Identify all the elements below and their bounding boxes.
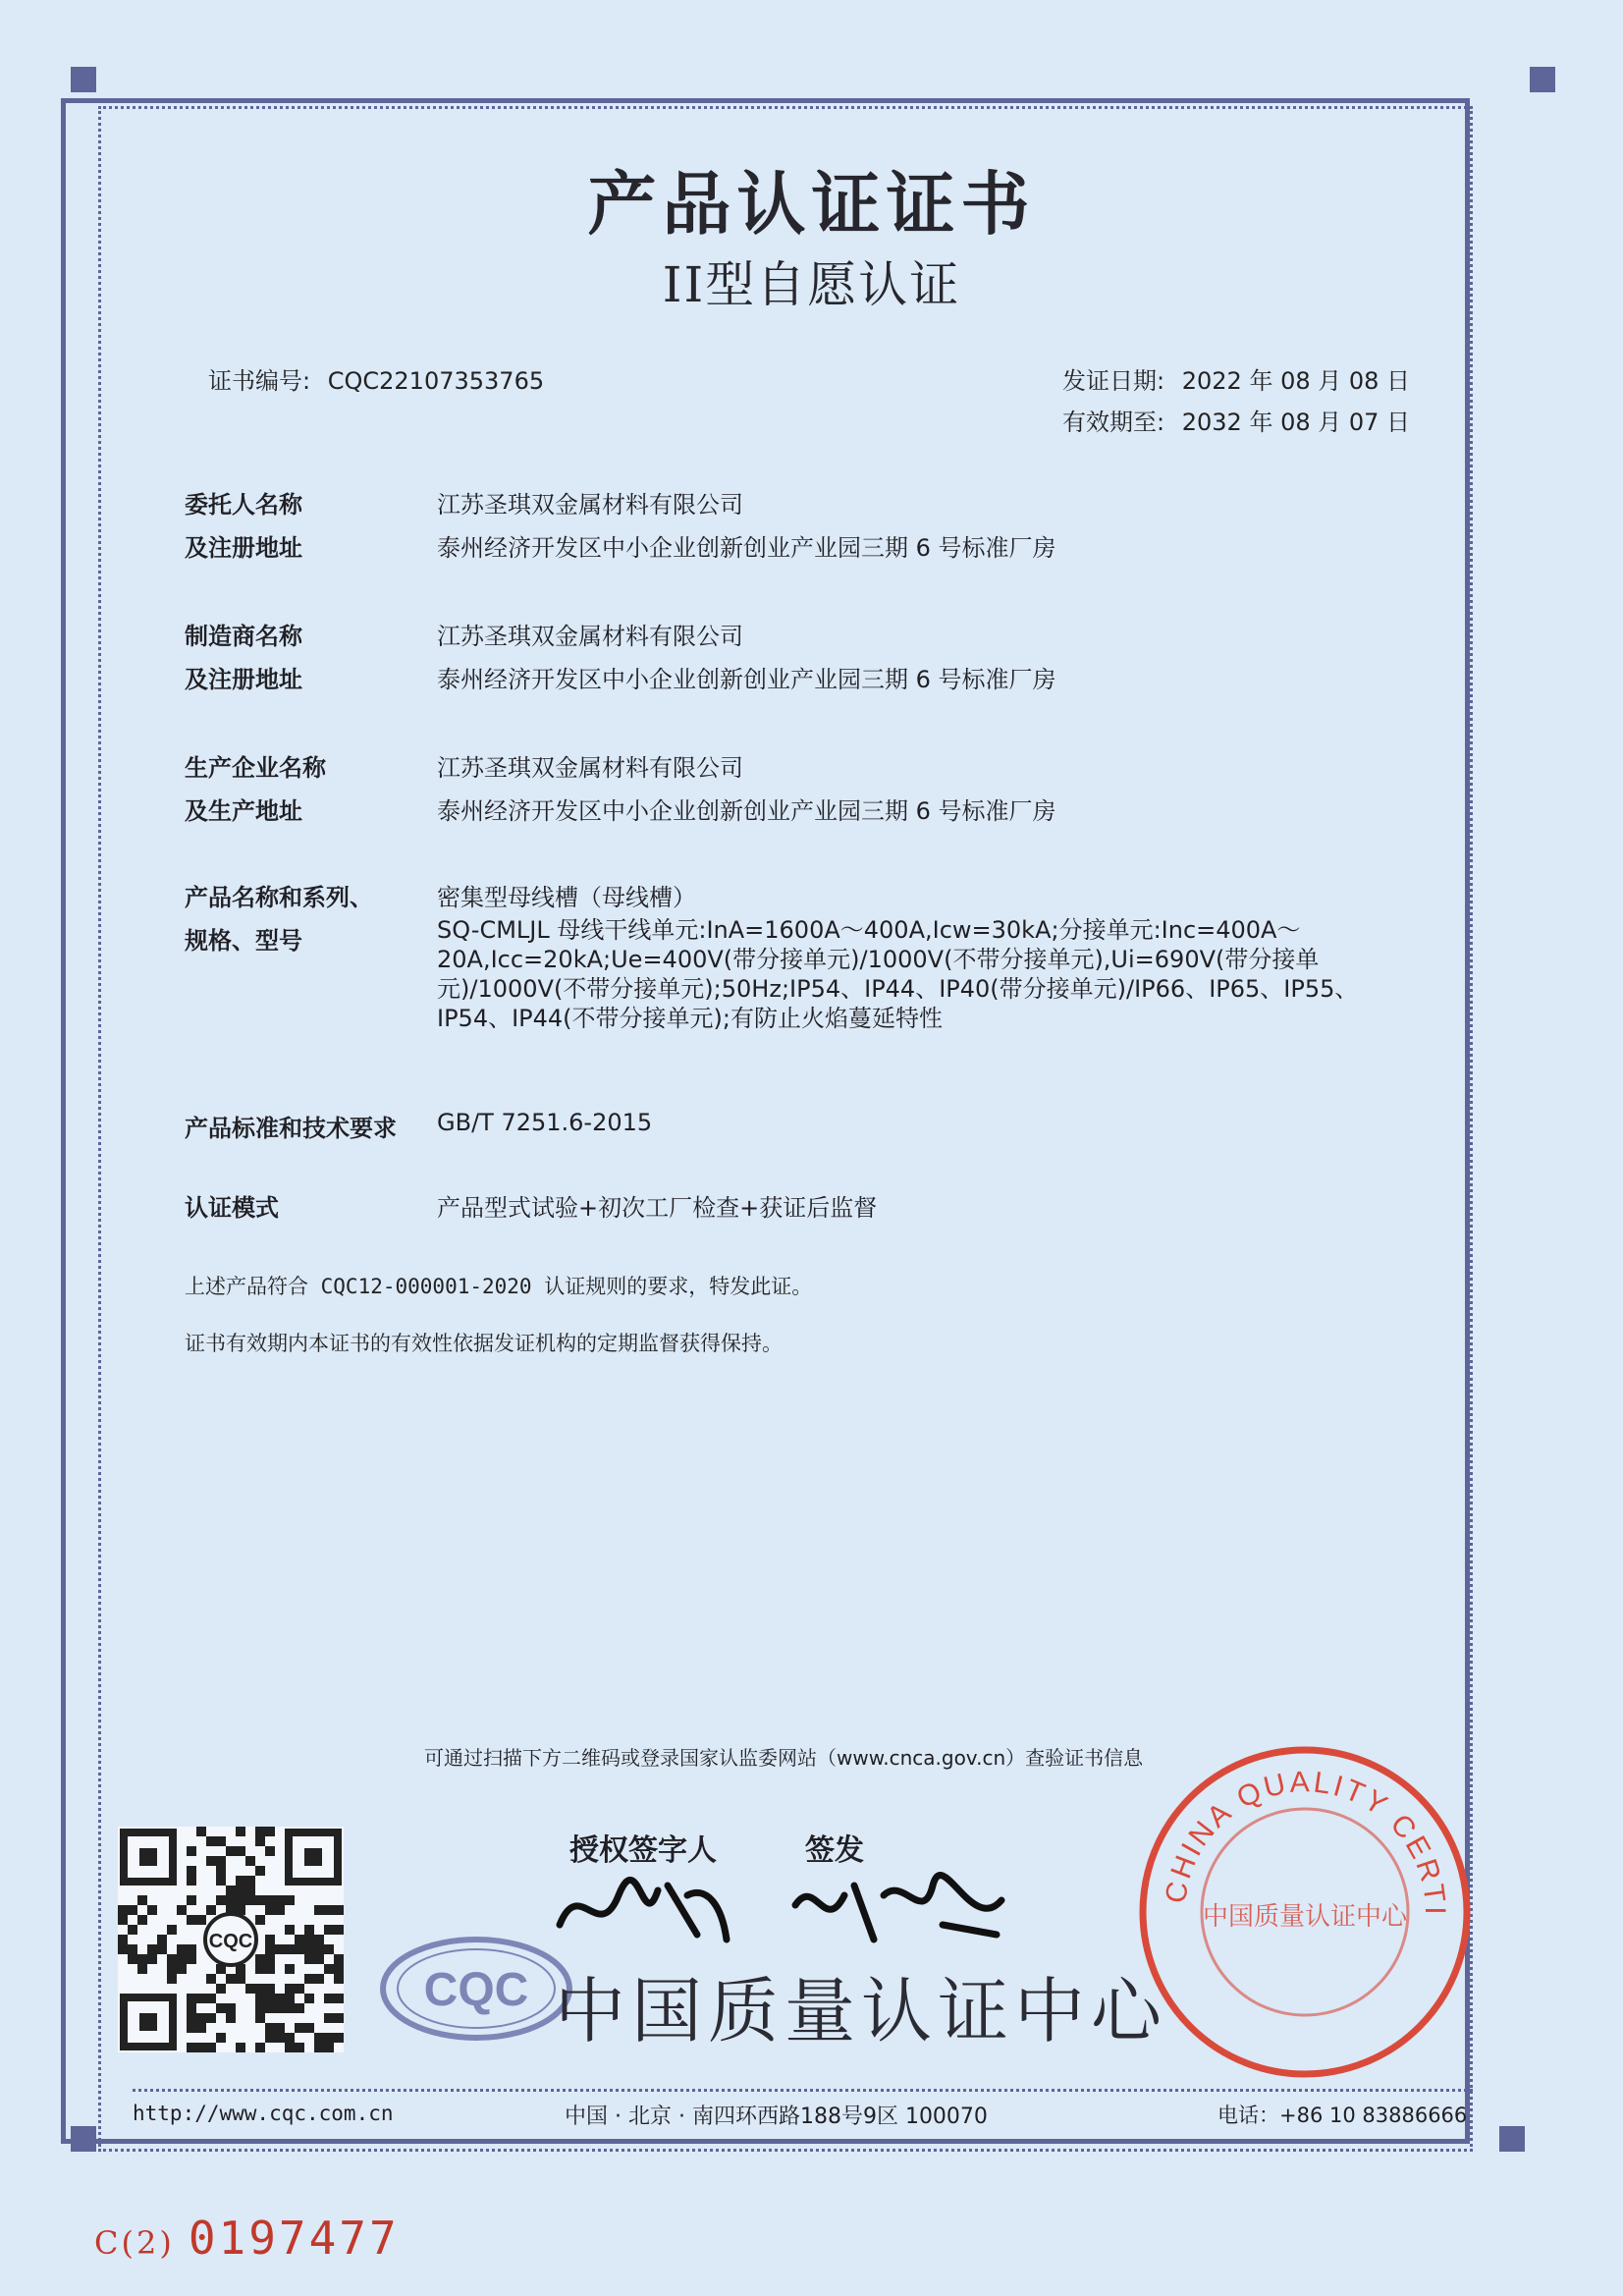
cert-no-label: 证书编号:	[208, 367, 311, 395]
applicant-name: 江苏圣琪双金属材料有限公司	[437, 491, 743, 519]
footer-divider	[133, 2089, 1473, 2092]
certificate-subtitle: II型自愿认证	[662, 256, 961, 313]
qr-logo-text: CQC	[208, 1931, 253, 1952]
mode-value: 产品型式试验+初次工厂检查+获证后监督	[437, 1194, 878, 1222]
official-seal	[1136, 1743, 1475, 2082]
validity-note: 证书有效期内本证书的有效性依据发证机构的定期监督获得保持。	[185, 1332, 783, 1355]
cqc-logo	[378, 1935, 574, 2043]
issuer-label: 签发	[805, 1833, 864, 1868]
corner-ornament-bl	[71, 2126, 96, 2152]
manufacturer-label-2: 及注册地址	[185, 666, 302, 693]
standard-label: 产品标准和技术要求	[185, 1115, 397, 1142]
manufacturer-address: 泰州经济开发区中小企业创新创业产业园三期 6 号标准厂房	[437, 666, 1056, 693]
product-name: 密集型母线槽（母线槽）	[437, 884, 696, 911]
product-label-1: 产品名称和系列、	[185, 884, 373, 911]
standard-value: GB/T 7251.6-2015	[437, 1109, 653, 1136]
applicant-label-1: 委托人名称	[185, 491, 302, 519]
product-label-2: 规格、型号	[185, 927, 302, 955]
footer-phone: 电话：+86 10 83886666	[1217, 2104, 1468, 2127]
corner-ornament-br	[1499, 2126, 1525, 2152]
organization-name: 中国质量认证中心	[555, 1970, 1168, 2052]
valid-date-value: 2032 年 08 月 07 日	[1181, 409, 1411, 436]
product-model-spec: SQ-CMLJL 母线干线单元:InA=1600A～400A,Icw=30kA;分接单元:Inc=400A～20A,Icc=20kA;Ue=400V(带分接单元)/1000V(不带分接单元),Ui=690V(带分接单元)/1000V(不带分接单元);50Hz;IP54、IP44、IP40(带分接单元)/IP66、IP65、IP55、IP54、IP44(不带分接单元);有防止火焰蔓延特性	[437, 916, 1359, 1032]
serial-number	[94, 2212, 400, 2265]
issue-date-row	[1062, 361, 1410, 396]
manufacturer-name: 江苏圣琪双金属材料有限公司	[437, 623, 743, 650]
manufacturer-label-1: 制造商名称	[185, 623, 302, 650]
qr-code[interactable]	[118, 1827, 344, 2052]
footer-address: 中国 · 北京 · 南四环西路188号9区 100070	[565, 2105, 988, 2129]
serial-prefix: C(2)	[94, 2224, 175, 2262]
cert-no-value: CQC22107353765	[327, 367, 545, 395]
certificate-title: 产品认证证书	[587, 163, 1036, 245]
factory-address: 泰州经济开发区中小企业创新创业产业园三期 6 号标准厂房	[437, 797, 1056, 825]
factory-name: 江苏圣琪双金属材料有限公司	[437, 754, 743, 782]
verification-note: 可通过扫描下方二维码或登录国家认监委网站（www.cnca.gov.cn）查验证书信息	[424, 1746, 1144, 1770]
compliance-note: 上述产品符合 CQC12-000001-2020 认证规则的要求，特发此证。	[185, 1275, 813, 1298]
applicant-label-2: 及注册地址	[185, 534, 302, 562]
valid-date-row	[1062, 403, 1410, 437]
corner-ornament-tl	[71, 67, 96, 92]
svg-text:CHINA QUALITY CERTIFICATION CE	[1136, 1743, 1451, 1918]
mode-label: 认证模式	[185, 1194, 279, 1222]
logo-text: CQC	[423, 1964, 529, 2016]
cert-no-row	[208, 361, 544, 396]
applicant-address: 泰州经济开发区中小企业创新创业产业园三期 6 号标准厂房	[437, 534, 1056, 562]
issue-date-label: 发证日期:	[1062, 367, 1165, 395]
factory-label-1: 生产企业名称	[185, 754, 326, 782]
serial-value: 0197477	[188, 2212, 400, 2265]
valid-date-label: 有效期至:	[1062, 409, 1165, 436]
issuer-signature	[785, 1866, 1011, 1949]
seal-inner-text: 中国质量认证中心	[1202, 1902, 1408, 1932]
issue-date-value: 2022 年 08 月 08 日	[1181, 367, 1411, 395]
footer-url[interactable]: http://www.cqc.com.cn	[133, 2102, 394, 2125]
factory-label-2: 及生产地址	[185, 797, 302, 825]
signer-label: 授权签字人	[569, 1833, 717, 1868]
signer-signature	[550, 1866, 736, 1949]
seal-outer-text: CHINA QUALITY CERTI	[1159, 1766, 1452, 1918]
corner-ornament-tr	[1530, 67, 1555, 92]
